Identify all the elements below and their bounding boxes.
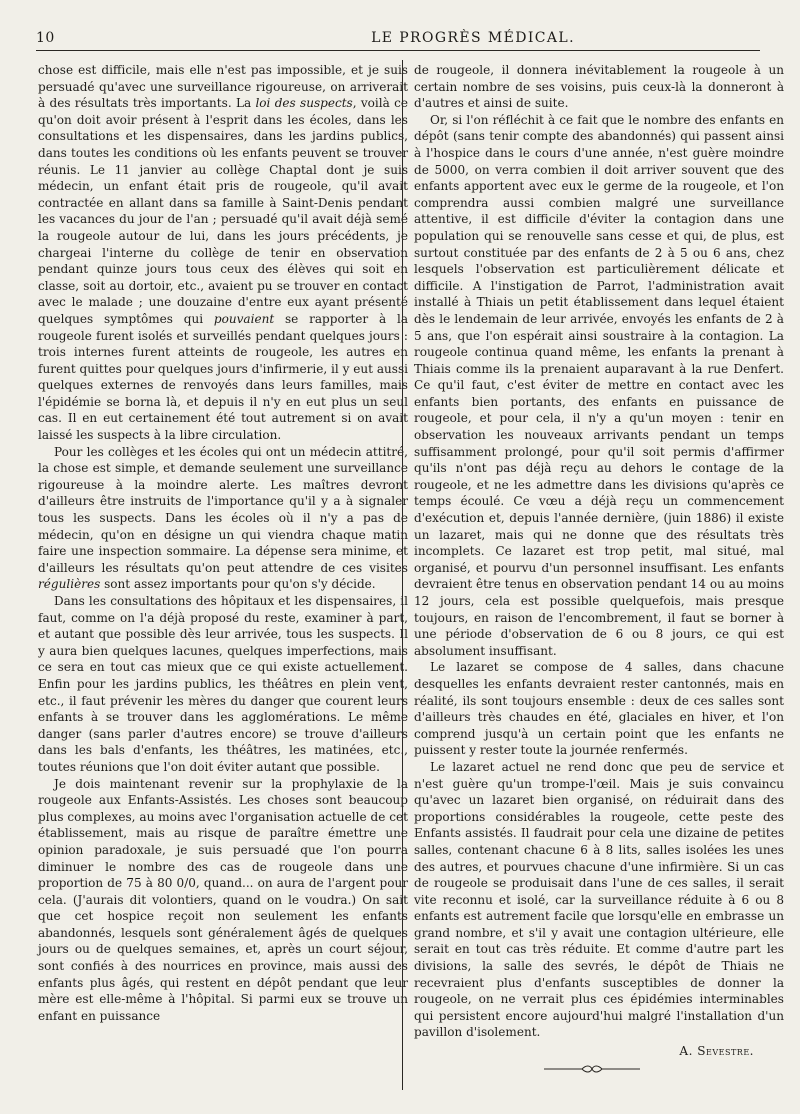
end-ornament-icon — [542, 1064, 642, 1074]
paragraph — [414, 759, 784, 1041]
text-run: Pour les collèges et les écoles qui ont un médecin attitré, la chose est simple, et demande seulement une surveillance rigoureuse à la moindre alerte. Les maîtres devront d'ailleurs être instruits de l'importance qu'il y a à signaler tous les suspects. Dans les écoles où il n'y a pas de médecin, qu'on en désigne un qui viendra chaque matin faire une inspection sommaire. La dépense sera minime, et d'ailleurs les résultats qu'on peut attendre de ces visites — [38, 444, 408, 575]
right-column-body — [414, 62, 784, 1041]
left-column — [38, 62, 408, 1024]
text-run: Le lazaret actuel ne rend donc que peu de service et n'est guère qu'un trompe-l'œil. Mais je suis convaincu qu'avec un lazaret bien organisé, on réduirait dans des proportions considérables la rougeole, cette peste des Enfants assistés. Il faudrait pour cela une dizaine de petites salles, contenant chacune 6 à 8 lits, salles isolées les unes des autres, et pourvues chacune d'une infirmière. Si un cas de rougeole se produisait dans l'une de ces salles, il serait vite reconnu et isolé, car la surveillance réduite à 6 ou 8 enfants est autrement facile que lorsqu'elle en embrasse un grand nombre, et s'il y avait une contagion ultérieure, elle serait en tout cas très réduite. Et comme d'autre part les divisions, la salle des sevrés, le dépôt de Thiais ne recevraient plus d'enfants susceptibles de donner la rougeole, on ne verrait plus ces épidémies interminables qui persistent encore aujourd'hui malgré l'installation d'un pavillon d'isolement. — [414, 759, 784, 1040]
text-run: Dans les consultations des hôpitaux et les dispensaires, il faut, comme on l'a déjà proposé du reste, examiner à part, et autant que possible dès leur arrivée, tous les suspects. Il y aura bien quelques lacunes, quelques imperfections, mais ce sera en tout cas mieux que ce qui existe actuellement. Enfin pour les jardins publics, les théâtres en plein vent, etc., il faut prévenir les mères du danger que courent leurs enfants à se trouver dans les agglomérations. Le même danger (sans parler d'autres encore) se trouve d'ailleurs dans les bals d'enfants, les théâtres, les matinées, etc., toutes réunions que l'on doit éviter autant que possible. — [38, 594, 408, 774]
running-header — [36, 26, 760, 51]
paragraph — [38, 62, 408, 444]
paragraph — [414, 62, 784, 112]
text-run: , voilà ce qu'on doit avoir présent à l'esprit dans les écoles, dans les consultations et les dispensaires, dans les jardins publics, dans toutes les conditions où les enfants peuvent se trouver réunis. Le 11 janvier au collège Chaptal dont je suis médecin, un enfant était pris de rougeole, qu'il avait contractée en allant dans sa famille à Saint-Denis pendant les vacances du jour de l'an ; persuadé qu'il avait déjà semé la rougeole autour de lui, dans les jours précédents, je chargeai l'interne du collège de tenir en observation pendant quinze jours tous ceux des élèves qui soit en classe, soit au dortoir, etc., avaient pu se trouver en contact avec le malade ; une douzaine d'entre eux ayant présenté quelques symptômes qui — [38, 96, 408, 326]
italic-text: loi des suspects — [255, 96, 353, 111]
column-divider — [402, 60, 403, 1090]
paragraph — [38, 444, 408, 593]
journal-title: LE PROGRÈS MÉDICAL. — [371, 30, 575, 46]
italic-text: pouvaient — [213, 311, 275, 326]
text-run: de rougeole, il donnera inévitablement la rougeole à un certain nombre de ses voisins, puis ceux-là la donneront à d'autres et ainsi de suite. — [414, 63, 784, 111]
right-column — [414, 62, 784, 1074]
text-run: se rapporter à la rougeole furent isolés et surveillés pendant quelques jours : trois internes furent atteints de rougeole, les autres en furent quittes pour quelques jours d'infirmerie, il y eut aussi quelques externes de renvoyés dans leurs familles, mais l'épidémie se borna là, et depuis il n'y en eut plus un seul cas. Il en eut certainement été tout autrement si on avait laissé les suspects à la libre circulation. — [38, 311, 408, 443]
paragraph — [38, 776, 408, 1025]
author-signature: A. Sevestre. — [679, 1044, 754, 1059]
text-run: Or, si l'on réfléchit à ce fait que le nombre des enfants en dépôt (sans tenir compte des abandonnés) qui passent ainsi à l'hospice dans le cours d'une année, n'est guère moindre de 5000, on verra combien il doit arriver souvent que des enfants apportent avec eux le germe de la rougeole, et l'on comprendra aussi combien malgré une surveillance attentive, il est difficile d'éviter la contagion dans une population qui se renouvelle sans cesse et qui, de plus, est surtout constituée par des enfants de 2 à 5 ou 6 ans, chez lesquels l'observation est particulièrement délicate et difficile. A l'instigation de Parrot, l'administration avait installé à Thiais un petit établissement dans lequel étaient dès le lendemain de leur arrivée, envoyés les enfants de 2 à 5 ans, que l'on espérait ainsi soustraire à la contagion. La rougeole continua quand même, les enfants la prenant à Thiais comme ils la prenaient auparavant à la rue Denfert. Ce qu'il faut, c'est éviter de mettre en contact avec les enfants bien portants, des enfants en puissance de rougeole, et pour cela, il n'y a qu'un moyen : tenir en observation les nouveaux arrivants pendant un temps suffisamment prolongé, pour qu'il soit permis d'affirmer qu'ils n'ont pas déjà reçu au dehors le contage de la rougeole, et ne les admettre dans les divisions qu'après ce temps écoulé. Ce vœu a déjà reçu un commencement d'exécution et, depuis l'année dernière, (juin 1886) il existe un lazaret, mais qui ne donne que des résultats très incomplets. Ce lazaret est trop petit, mal situé, mal organisé, et pourvu d'un personnel insuffisant. Les enfants devraient être tenus en observation pendant 14 ou au moins 12 jours, cela est possible quelquefois, mais presque toujours, en raison de l'encombrement, il faut se borner à une période d'observation de 6 ou 8 jours, ce qui est absolument insuffisant. — [414, 112, 784, 658]
text-run: Le lazaret se compose de 4 salles, dans chacune desquelles les enfants devraient rester cantonnés, mais en réalité, ils sont toujours ensemble : deux de ces salles sont d'ailleurs très chaudes en été, glaciales en hiver, et l'on comprend jusqu'à un certain point que les enfants ne puissent y rester toute la journée renfermés. — [414, 660, 784, 758]
text-run: sont assez importants pour qu'on s'y décide. — [100, 577, 376, 592]
paragraph — [414, 659, 784, 759]
paragraph — [38, 593, 408, 776]
italic-text: régulières — [38, 577, 101, 592]
text-run: chose est difficile, mais elle n'est pas impossible, et je suis persuadé qu'avec une surveillance rigoureuse, on arriverait à des résultats très importants. La — [38, 63, 408, 111]
paragraph — [414, 112, 784, 660]
page-number: 10 — [36, 30, 55, 46]
text-run: Je dois maintenant revenir sur la prophylaxie de la rougeole aux Enfants-Assistés. Les choses sont beaucoup plus complexes, au moins avec l'organisation actuelle de cet établissement, mais au risque de paraître émettre une opinion paradoxale, je suis persuadé que l'on pourra diminuer le nombre des cas de rougeole dans une proportion de 75 à 80 0/0, quand... on aura de l'argent pour cela. (J'aurais dit volontiers, quand on le voudra.) On sait que cet hospice reçoit non seulement les enfants abandonnés, lesquels sont généralement âgés de quelques jours ou de quelques semaines, et, après un court séjour, sont confiés à des nourrices en province, mais aussi des enfants plus âgés, qui restent en dépôt pendant que leur mère est elle-même à l'hôpital. Si parmi eux se trouve un enfant en puissance — [38, 776, 408, 1023]
